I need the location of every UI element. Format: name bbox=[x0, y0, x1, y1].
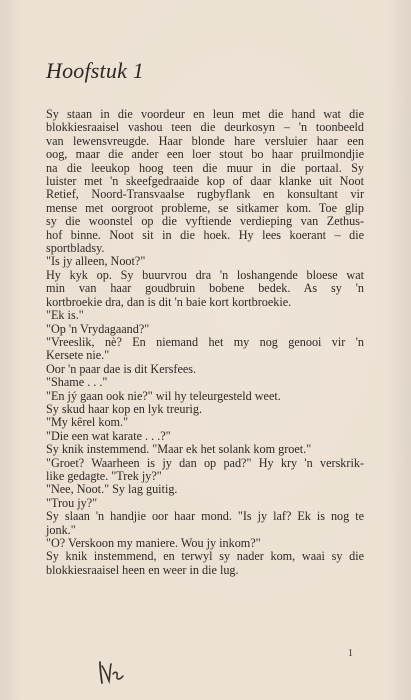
text-line: jonk." bbox=[46, 522, 76, 537]
text-line: Hy kyk op. Sy buurvrou dra 'n loshangende bloese wat bbox=[46, 267, 364, 282]
text-line: "Is jy alleen, Noot?" bbox=[46, 254, 146, 269]
page-number: 1 bbox=[348, 648, 353, 659]
text-line: "En jý gaan ook nie?" wil hy teleurgesteld weet. bbox=[46, 388, 281, 403]
text-line: "O? Verskoon my maniere. Wou jy inkom?" bbox=[46, 536, 261, 550]
text-line: blokkiesraaisel heen en weer in die lug. bbox=[46, 562, 239, 577]
text-line: Sy knik instemmend. "Maar ek het solank kom groet." bbox=[46, 442, 312, 457]
text-line: sy die woonstel op die vyftiende verdieping van Zethus- bbox=[46, 214, 364, 229]
text-line: na die leeukop hoog teen die muur in die portaal. Sy bbox=[46, 160, 364, 175]
text-line: min van haar goudbruin bobene bedek. As sy 'n bbox=[46, 281, 364, 296]
text-line: "Op 'n Vrydagaand?" bbox=[46, 321, 150, 336]
text-line: hof binne. Noot sit in die hoek. Hy lees koerant – die bbox=[46, 227, 364, 242]
text-line: Sy slaan 'n handjie oor haar mond. "Is jy laf? Ek is nog te bbox=[46, 509, 364, 524]
body-text bbox=[46, 108, 364, 577]
text-line: Sy knik instemmend, en terwyl sy nader kom, waai sy die bbox=[46, 549, 364, 564]
text-line: like gedagte. "Trek jy?" bbox=[46, 468, 162, 483]
text-line: "Shame . . ." bbox=[46, 375, 108, 390]
text-line: "Vreeslik, nè? En niemand het my nog genooi vir 'n bbox=[46, 334, 364, 349]
text-line: sportbladsy. bbox=[46, 241, 105, 256]
text-line: "Nee, Noot." Sy lag guitig. bbox=[46, 482, 178, 497]
text-line: "Groet? Waarheen is jy dan op pad?" Hy kry 'n verskrik- bbox=[46, 455, 364, 470]
text-line: Sy staan in die voordeur en leun met die hand wat die bbox=[46, 107, 364, 121]
handwritten-mark bbox=[96, 656, 130, 686]
text-line: kortbroekie dra, dan is dit 'n baie kort kortbroekie. bbox=[46, 294, 292, 309]
text-line: Sy skud haar kop en lyk treurig. bbox=[46, 401, 203, 416]
text-line: "Trou jy?" bbox=[46, 495, 98, 510]
text-line: oog, maar die ander een loer stout bo haar pruilmondjie bbox=[46, 147, 364, 162]
text-line: Kersete nie." bbox=[46, 348, 110, 363]
text-line: van lewensvreugde. Haar blonde hare versluier haar een bbox=[46, 133, 364, 148]
chapter-title: Hoofstuk 1 bbox=[46, 58, 144, 83]
text-line: luister met 'n skeefgedraaide kop of daar klanke uit Noot bbox=[46, 174, 364, 189]
text-line: "My kêrel kom." bbox=[46, 415, 129, 430]
text-line: Oor 'n paar dae is dit Kersfees. bbox=[46, 361, 197, 376]
text-line: blokkiesraaisel vashou teen die deurkosyn – 'n toonbeeld bbox=[46, 120, 364, 135]
text-line: "Die een wat karate . . .?" bbox=[46, 428, 171, 443]
text-line: mense met oorgroot probleme, se sitkamer kom. Toe glip bbox=[46, 200, 364, 215]
text-line: "Ek is." bbox=[46, 308, 84, 323]
text-line: Retief, Noord-Transvaalse rugbyflank en konsultant vir bbox=[46, 187, 364, 202]
